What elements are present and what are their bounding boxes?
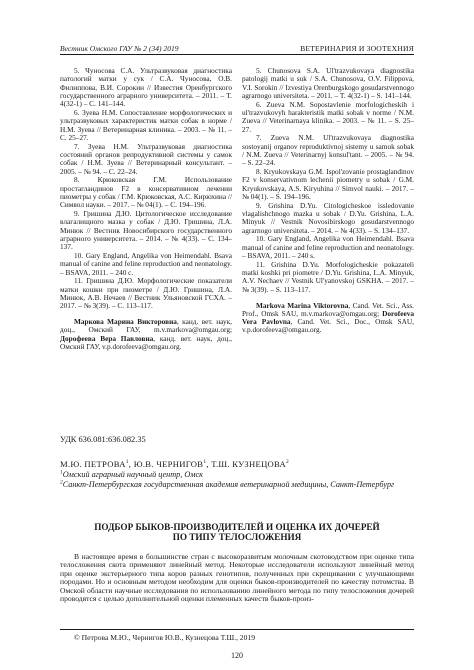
udk-code: УДК 636.081:636.082.35 (60, 435, 146, 444)
title-line-1: ПОДБОР БЫКОВ-ПРОИЗВОДИТЕЛЕЙ И ОЦЕНКА ИХ ДОЧЕРЕЙ (94, 522, 380, 532)
reference-item: 11. Grishina D.Yu. Morfologicheskie pokazateli matki koshki pri piometre / D.Yu. Grishina, L.A. Minyuk, A.V. Nechaev // Vestnik Ul'yanovskoj GSKHA. – 2017. – № 3(39). – S. 113–117. (242, 259, 414, 294)
author-details: , Cand. Vet. Sci., Ass. Prof., Omsk SAU, m.v.markova@omgau.org; (242, 300, 414, 318)
reference-item: 10. Gary England, Angelika von Heimendahl. Bsava manual of canine and feline reproduction and neonatology. – BSAVA, 2011. – 240 с. (60, 251, 232, 277)
author-3-affiliation-mark: 2 (286, 459, 290, 466)
references-en-column (242, 67, 414, 351)
author-3: Т.Ш. КУЗНЕЦОВА (211, 459, 286, 469)
running-header (60, 39, 414, 55)
reference-item: 7. Zueva N.M. Ul'trazvukovaya diagnostika sostoyanij organov reproduktivnoj sistemy u samok sobak / N.M. Zueva // Veterinarnyj konsul'tant. – 2005. – № 94. – S. 22–24. (242, 133, 414, 168)
reference-list (60, 67, 414, 351)
author-separator: , (128, 459, 134, 469)
affiliation-text: Санкт-Петербургская государственная академия ветеринарной медицины, Санкт-Петербург (62, 480, 395, 489)
reference-item: 9. Гришина Д.Ю. Цитологическое исследование влагалищного мазка у собак / Д.Ю. Гришина, Л.А. Минюк // Вестник Новосибирского государственного аграрного университета. – 2014. – № 4(33). – С. 134–137. (60, 209, 232, 252)
author-info-ru (60, 318, 232, 351)
reference-item: 6. Зуева Н.М. Сопоставление морфологических и ультразвуковых характеристик матки собак в норме / Н.М. Зуева // Ветеринарная клиника. – 2003. – № 11. – С. 25–27. (60, 107, 232, 142)
reference-item: 7. Зуева Н.М. Ультразвуковая диагностика состояний органов репродуктивной системы у самок собак / Н.М. Зуева // Ветеринарный консультант. – 2005. – № 94. – С. 22–24. (60, 141, 232, 176)
article-authors (60, 459, 289, 469)
copyright-notice: © Петрова М.Ю., Чернигов Ю.В., Кузнецова Т.Ш., 2019 (60, 629, 414, 642)
author-name: Markova Marina Viktorovna (256, 300, 349, 310)
author-name: Дорофеева Вера Павловна (60, 333, 154, 343)
author-name: Dorofeeva Vera Pavlovna (242, 308, 414, 327)
author-2-affiliation-mark: 1 (203, 459, 207, 466)
author-name: Маркова Марина Викторовна (74, 317, 177, 327)
author-1: М.Ю. ПЕТРОВА (60, 459, 126, 469)
reference-item: 10. Gary England, Angelika von Heimendahl. Bsava manual of canine and feline reproduction and neonatology. – BSAVA, 2011. – 240 s. (242, 234, 414, 261)
title-line-2: ПО ТИПУ ТЕЛОСЛОЖЕНИЯ (172, 532, 302, 543)
author-details: , канд. вет. наук, доц., Омский ГАУ, m.v.markova@omgau.org; (60, 317, 232, 335)
author-details: , канд. вет. наук, доц., Омский ГАУ, v.p.dorofeeva@omgau.org. (60, 333, 232, 351)
references-ru-column (60, 67, 232, 351)
affiliation-mark: 1 (60, 469, 63, 476)
author-2: Ю.В. ЧЕРНИГОВ (133, 459, 204, 469)
author-separator: , (206, 459, 212, 469)
reference-item: 8. Крюковская Г.М. Использование простагландинов F2 в консервативном лечении пиометры у собак / Г.М. Крюковская, А.С. Кирюхина // Символ науки. – 2017. – № 04(1). – С. 194–196. (60, 175, 232, 210)
author-1-affiliation-mark: 1 (125, 459, 129, 466)
article-body: В настоящее время в большинстве стран с высокоразвитым молочным скотоводством при оценке типа телосложения скота применяют линейный метод. Некоторые исследователи используют линейный метод при оценке экстерьерного типа коров разных генотипов, полученных при скрещивании с улучшающими породами. Но и основным методом необходим для оценки быков-производителей по качеству потомства. В Омской области научные исследования по использованию линейного метода по типу телосложения дочерей проводятся с целью дополнительной оценки племенных качеств быков-произ- (60, 552, 414, 604)
reference-item: 6. Zueva N.M. Sopostavlenie morfologicheskih i ul'trazvukovyh harakteristik matki sobak v norme / N.M. Zueva // Veterinarnaya klinika. – 2003. – № 11. – S. 25–27. (242, 99, 414, 134)
author-details: , Cand. Vet. Sci., Doc., Omsk SAU, v.p.dorofeeva@omgau.org. (242, 317, 414, 335)
affiliation-mark: 2 (60, 479, 63, 486)
reference-item: 11. Гришина Д.Ю. Морфологические показатели матки кошки при пиометре / Д.Ю. Гришина, Л.А. Минюк, А.В. Нечаев // Вестник Ульяновской ГСХА. – 2017. – № 3(39). – С. 113–117. (60, 276, 232, 311)
reference-item: 9. Grishina D.Yu. Citologicheskoe issledovanie vlagalishchnogo mazka u sobak / D.Yu. Grishina, L.A. Minyuk // Vestnik Novosibirskogo gosudarstvennogo agrarnogo universiteta. – 2014. – № 4(33). – S. 134–137. (242, 200, 414, 235)
reference-item: 5. Chunosova S.A. Ul'trazvukovaya diagnostika patologij matki u suk / S.A. Chunosova, O.V. Filippova, V.I. Sorokin // Izvestiya Orenburgskogo gosudarstvennogo agrarnogo universiteta. – 2011. – T. 4(32-1) – S. 141–144. (242, 66, 414, 100)
section-name: ВЕТЕРИНАРИЯ И ЗООТЕХНИЯ (300, 44, 414, 53)
affiliation-1 (60, 470, 414, 480)
affiliation-text: Омский аграрный научный центр, Омск (62, 470, 203, 479)
affiliation-2 (60, 480, 414, 490)
reference-item: 5. Чуносова С.А. Ультразвуковая диагностика патологий матки у сук / С.А. Чуносова, О.В. Филиппова, В.И. Сорокин // Известия Оренбургского государственного аграрного университета. – 2011. – Т. 4(32-1) – С. 141–144. (60, 66, 232, 109)
author-info-en (242, 302, 414, 335)
page-number: 120 (231, 651, 243, 660)
journal-name: Вестник Омского ГАУ № 2 (34) 2019 (60, 44, 179, 53)
article-title (60, 522, 414, 542)
reference-item: 8. Kryukovskaya G.M. Ispol'zovanie prostaglandinov F2 v konservativnom lechenii piometry u sobak / G.M. Kryukovskaya, A.S. Kiryuhina // Simvol nauki. – 2017. – № 04(1). – S. 194–196. (242, 167, 414, 201)
